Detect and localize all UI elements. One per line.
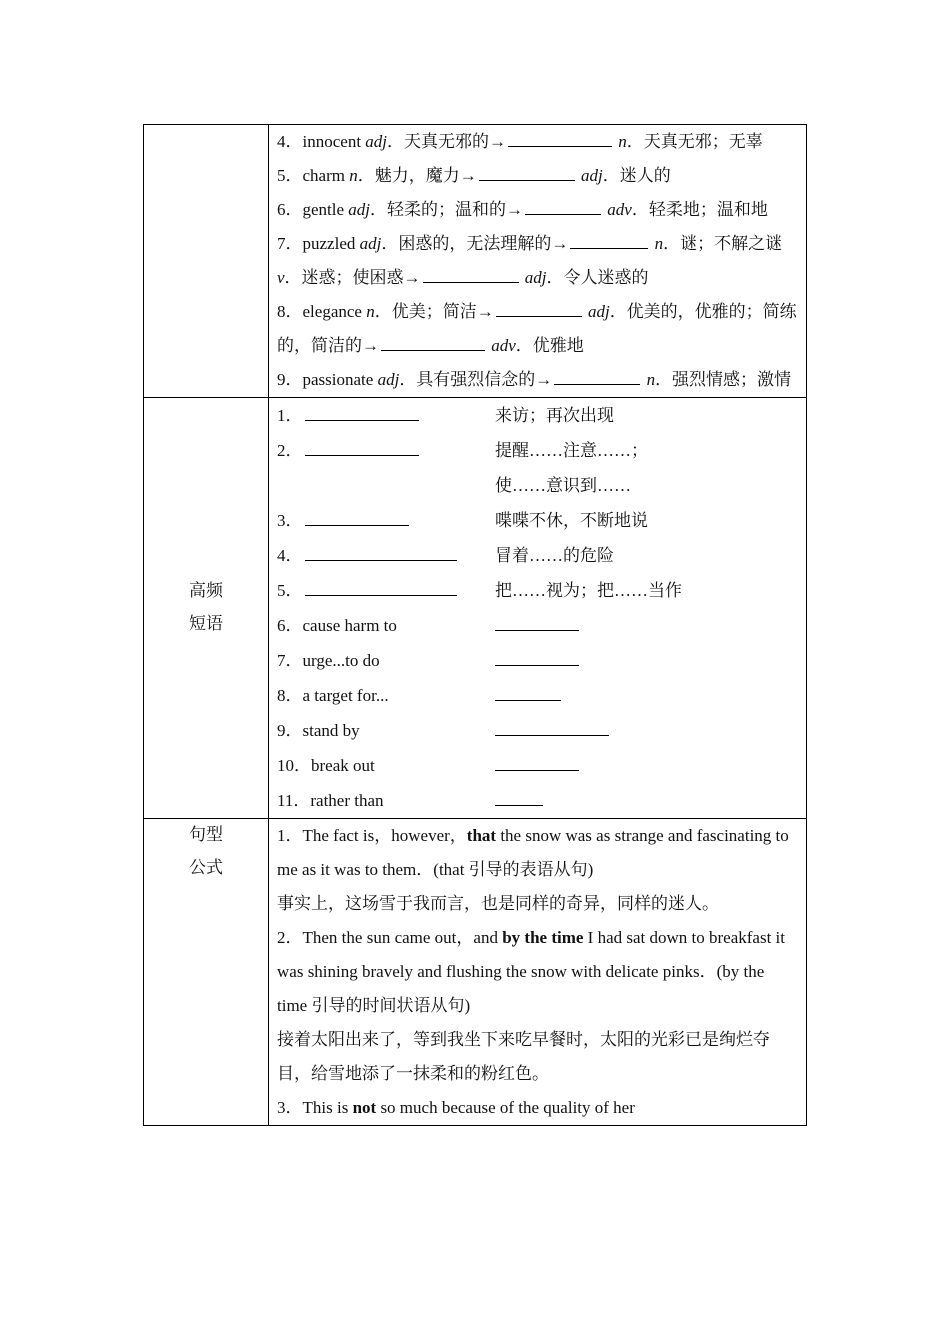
row-label-empty: [144, 125, 269, 398]
sentence-1-translation: 事实上，这场雪于我而言，也是同样的奇异，同样的迷人。: [277, 894, 719, 913]
sentence-2-translation: 接着太阳出来了，等到我坐下来吃早餐时，太阳的光彩已是绚烂夺目，给雪地添了一抹柔和的粉红色。: [277, 1030, 770, 1083]
list-item: 7．urge...to do: [277, 643, 798, 678]
sentences-cell: [269, 819, 807, 1126]
vocab-table: [143, 124, 807, 1126]
list-item: 2． 提醒……注意……；: [277, 433, 798, 468]
table-row: [144, 125, 807, 398]
phrases-label: 高频 短语: [144, 398, 269, 819]
list-item: 10．break out: [277, 748, 798, 783]
sentence-1: 1．The fact is，however，that the snow was as strange and fascinating to me as it was to them．(that 引导的表语从句): [277, 826, 789, 879]
list-item: 使……意识到……: [495, 476, 631, 495]
list-item: 11．rather than: [277, 783, 798, 818]
vocab-cell: 4．innocent adj．天真无邪的→ n．天真无邪；无辜 5．charm n．魅力，魔力→ adj．迷人的 6．gentle adj．轻柔的；温和的→ adv．轻柔地；温和地 7．puzzled adj．困惑的，无法理解的→ n．谜；不解之谜 v．迷惑；使困惑→ adj．令人迷惑的 8．elegance n．优美；简洁→ adj．优美的，优雅的；简练的，简洁的→ adv．优雅地 9．passionate adj．具有强烈信念的→ n．强烈情感；激情: [269, 125, 807, 398]
sentence-3: 3．This is not so much because of the quality of her: [277, 1098, 635, 1117]
table-row: [144, 819, 807, 1126]
list-item: 8．a target for...: [277, 678, 798, 713]
sentence-2: 2．Then the sun came out，and by the time I had sat down to breakfast it was shining bravely and flushing the snow with delicate pinks．(by the time 引导的时间状语从句): [277, 928, 786, 1015]
table-row: [144, 398, 807, 819]
sentences-label: 句型 公式: [144, 819, 269, 1126]
list-item: 6．cause harm to: [277, 608, 798, 643]
list-item: 9．stand by: [277, 713, 798, 748]
list-item: 5． 把……视为；把……当作: [277, 573, 798, 608]
list-item: 3． 喋喋不休，不断地说: [277, 503, 798, 538]
list-item: 4． 冒着……的危险: [277, 538, 798, 573]
phrases-cell: [269, 398, 807, 819]
list-item: 1． 来访；再次出现: [277, 398, 798, 433]
